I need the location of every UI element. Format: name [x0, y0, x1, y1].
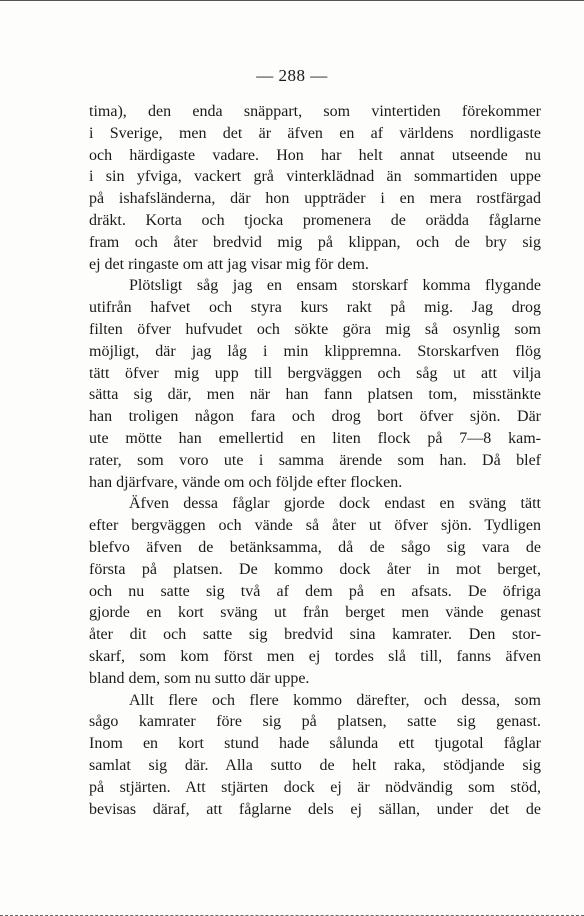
text-line: utifrån hafvet och styra kurs rakt på mig. Jag drog [89, 299, 541, 317]
text-line: ej det ringaste om att jag visar mig för dem. [89, 255, 369, 273]
text-line: efter bergväggen och vände så åter ut öfver sjön. Tydligen [89, 517, 541, 535]
text-line: filten öfver hufvudet och sökte göra mig så osynlig som [89, 320, 541, 338]
text-line: i sin yfviga, vackert grå vinterklädnad än sommartiden uppe [89, 168, 541, 186]
text-line: blefvo äfven de betänksamma, då de sågo sig vara de [89, 538, 541, 556]
text-line: ute mötte han emellertid en liten flock på 7—8 kam- [89, 429, 541, 447]
text-line: samlat sig där. Alla sutto de helt raka, stödjande sig [89, 756, 541, 774]
page-number: — 288 — [256, 66, 328, 85]
paragraph-4 [89, 690, 541, 821]
text-line: tima), den enda snäppart, som vintertiden förekommer [89, 103, 541, 120]
text-line: bevisas däraf, att fåglarne dels ej sällan, under det de [89, 800, 541, 818]
text-line: dräkt. Korta och tjocka promenera de orädda fåglarne [89, 211, 541, 229]
text-line: på stjärten. Att stjärten dock ej är nödvändig som stöd, [89, 778, 541, 796]
text-line: rater, som voro ute i samma ärende som han. Då blef [89, 451, 541, 469]
page-top-edge [0, 0, 584, 7]
text-line: fram och åter bredvid mig på klippan, och de bry sig [89, 233, 541, 251]
text-line: skarf, som kom först men ej tordes slå till, fanns äfven [89, 647, 541, 665]
text-line: möjligt, där jag låg i min klippremna. Storskarfven flög [89, 342, 541, 360]
text-line: Allt flere och flere kommo därefter, och dessa, som [129, 691, 541, 709]
page-bottom-edge [0, 909, 584, 916]
text-line: sågo kamrater före sig på platsen, satte sig genast. [89, 713, 541, 731]
text-line: Äfven dessa fåglar gjorde dock endast en sväng tätt [129, 495, 541, 513]
text-line: han djärfvare, vände om och följde efter flocken. [89, 473, 403, 491]
text-line: och nu satte sig två af dem på en afsats. De öfriga [89, 582, 541, 600]
paragraph-1 [89, 101, 541, 275]
text-line: i Sverige, men det är äfven en af världens nordligaste [89, 124, 541, 142]
text-line: på ishafsländerna, där hon uppträder i en mera rostfärgad [89, 190, 541, 208]
text-line: åter dit och satte sig bredvid sina kamrater. Den stor- [89, 626, 541, 644]
text-line: Inom en kort stund hade sålunda ett tjugotal fåglar [89, 735, 541, 753]
paragraph-3 [89, 493, 541, 689]
text-line: sätta sig där, men när han fann platsen tom, misstänkte [89, 386, 541, 404]
body-text [89, 101, 541, 820]
text-line: bland dem, som nu sutto där uppe. [89, 669, 310, 687]
text-line: gjorde en kort sväng ut från berget men vände genast [89, 604, 541, 622]
text-line: Plötsligt såg jag en ensam storskarf komma flygande [129, 277, 541, 295]
text-line: han troligen någon fara och drog bort öfver sjön. Där [89, 408, 541, 426]
text-line: första på platsen. De kommo dock åter in mot berget, [89, 560, 541, 578]
text-line: tätt öfver mig upp till bergväggen och såg ut att vilja [89, 364, 541, 382]
paragraph-2 [89, 275, 541, 493]
text-line: och härdigaste vadare. Hon har helt annat utseende nu [89, 146, 541, 164]
